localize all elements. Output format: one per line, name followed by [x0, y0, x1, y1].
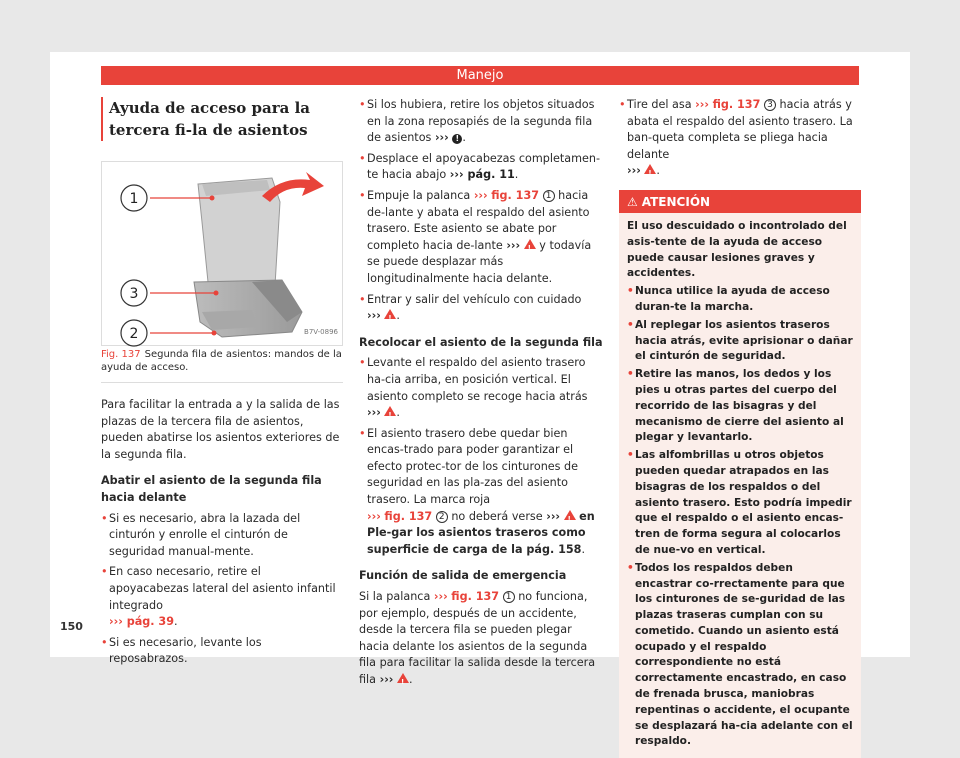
callout-2: 2 [129, 326, 139, 342]
list-item: • En caso necesario, retire el apoyacabezas lateral del asiento infantil integrado ››› pág. 39. [101, 564, 343, 630]
subhead-abatir: Abatir el asiento de la segunda fila hacia delante [101, 474, 322, 504]
warning-icon[interactable] [384, 309, 396, 319]
warning-icon[interactable] [644, 164, 656, 174]
figure-seat [101, 161, 343, 346]
callout-3: 3 [129, 286, 139, 302]
list-item: • Si es necesario, abra la lazada del cinturón y enrolle el cinturón de seguridad manual-mente. [101, 511, 343, 561]
list-item: • Tire del asa ››› fig. 137 3 hacia atrás y abata el respaldo del asiento trasero. La ban-queta completa se pliega hacia delante ››› ! . [619, 97, 861, 180]
intro-paragraph: Para facilitar la entrada a y la salida de las plazas de la tercera fila de asientos, pueden abatirse los asientos exteriores de la segunda fila. [101, 398, 340, 461]
figure-caption-text: Segunda fila de asientos: mandos de la ayuda de acceso. [101, 349, 342, 373]
figure-code: B7V-0896 [304, 328, 338, 337]
warning-item: • Las alfombrillas u otros objetos pueden quedar atrapados en las bisagras de los respaldos o del asiento trasero. Esto podría impedir que el respaldo o el asiento encas-tren de forma segura al colocarlos de nue-vo en vertical. [627, 448, 853, 559]
page-number: 150 [60, 620, 83, 633]
subhead-emergencia: Función de salida de emergencia [359, 569, 567, 583]
figure-link[interactable]: fig. 137 [384, 509, 433, 523]
figure-link[interactable]: fig. 137 [451, 590, 500, 604]
page-link[interactable]: ››› pág. 39 [109, 615, 175, 629]
list-item: • Levante el respaldo del asiento trasero ha-cia arriba, en posición vertical. El asiento completo se recoge hacia atrás ››› ! . [359, 355, 603, 421]
warning-item: • Retire las manos, los dedos y los pies u otras partes del cuerpo del recorrido de las bisagras y del mecanismo de cierre del asiento al plegar y levantarlo. [627, 367, 853, 446]
warning-box-body [619, 213, 861, 758]
warning-icon[interactable] [397, 673, 409, 683]
column-right [619, 97, 861, 758]
chapter-header: Manejo [101, 66, 859, 85]
list-item: • El asiento trasero debe quedar bien encas-trado para poder garantizar el efecto protec-tor de los cinturones de seguridad en las pla-zas del asiento trasero. La marca roja ››› fig. 137 2 no deberá verse ››› ! en Ple-gar los asientos traseros como superficie de carga de la pág. 158. [359, 426, 603, 559]
warning-intro: El uso descuidado o incontrolado del asis-tente de la ayuda de acceso puede causar lesiones graves y accidentes. [627, 219, 847, 280]
warning-item: • Todos los respaldos deben encastrar co-rrectamente para que los cinturones de se-guridad de las plazas traseras cumplan con su cometido. Cuando un asiento está ocupado y el respaldo correspondiente no está correctamente encastrado, en caso de frenada brusca, maniobras repentinas o accidente, el ocupante se desplazará ha-cia adelante con el respaldo. [627, 561, 853, 751]
figure-label: Fig. 137 [101, 349, 141, 360]
list-item: • Desplace el apoyacabezas completamen-te hacia abajo ››› pág. 11. [359, 151, 603, 184]
warning-item: • Al replegar los asientos traseros hacia atrás, evite aprisionar o dañar el cinturón de seguridad. [627, 318, 853, 365]
list-item: • Entrar y salir del vehículo con cuidado ››› ! . [359, 292, 603, 325]
figure-link[interactable]: fig. 137 [712, 98, 761, 111]
emergency-paragraph: Si la palanca ››› fig. 137 1 no funciona, por ejemplo, después de un accidente, desde la tercera fila se pueden plegar hacia delante los asientos de la segunda fila para facilitar la salida desde la tercera fila ››› ! . [359, 589, 603, 689]
warning-title: ATENCIÓN [641, 194, 711, 209]
warning-triangle-icon: ⚠ [627, 194, 638, 209]
warning-icon[interactable] [384, 406, 396, 416]
warning-item: • Nunca utilice la ayuda de acceso duran-te la marcha. [627, 284, 853, 316]
callout-1: 1 [129, 191, 139, 207]
info-icon: ! [452, 134, 462, 144]
column-middle [359, 97, 603, 689]
subhead-recolocar: Recolocar el asiento de la segunda fila [359, 335, 603, 349]
seat-illustration [102, 162, 344, 347]
list-item: • Si los hubiera, retire los objetos situados en la zona reposapiés de la segunda fila de asientos ››› ! . [359, 97, 603, 147]
page-link[interactable]: ››› pág. 11 [449, 168, 515, 182]
warning-icon[interactable] [524, 239, 536, 249]
list-item: • Empuje la palanca ››› fig. 137 1 hacia de-lante y abata el respaldo del asiento trasero. Este asiento se abate por completo hacia de-lante ››› ! y todavía se puede desplazar más longitudinalmente hacia delante. [359, 188, 603, 288]
warning-box-header [619, 191, 861, 213]
figure-caption [101, 348, 343, 383]
figure-link[interactable]: fig. 137 [491, 188, 540, 202]
warning-icon[interactable] [564, 510, 576, 520]
cross-reference[interactable]: en Ple-gar los asientos traseros como superficie de carga de la pág. 158 [367, 509, 595, 556]
list-item: • Si es necesario, levante los reposabrazos. [101, 635, 343, 668]
section-title: Ayuda de acceso para la tercera fi-la de asientos [101, 97, 343, 141]
column-left [101, 97, 343, 668]
warning-box [619, 190, 861, 758]
